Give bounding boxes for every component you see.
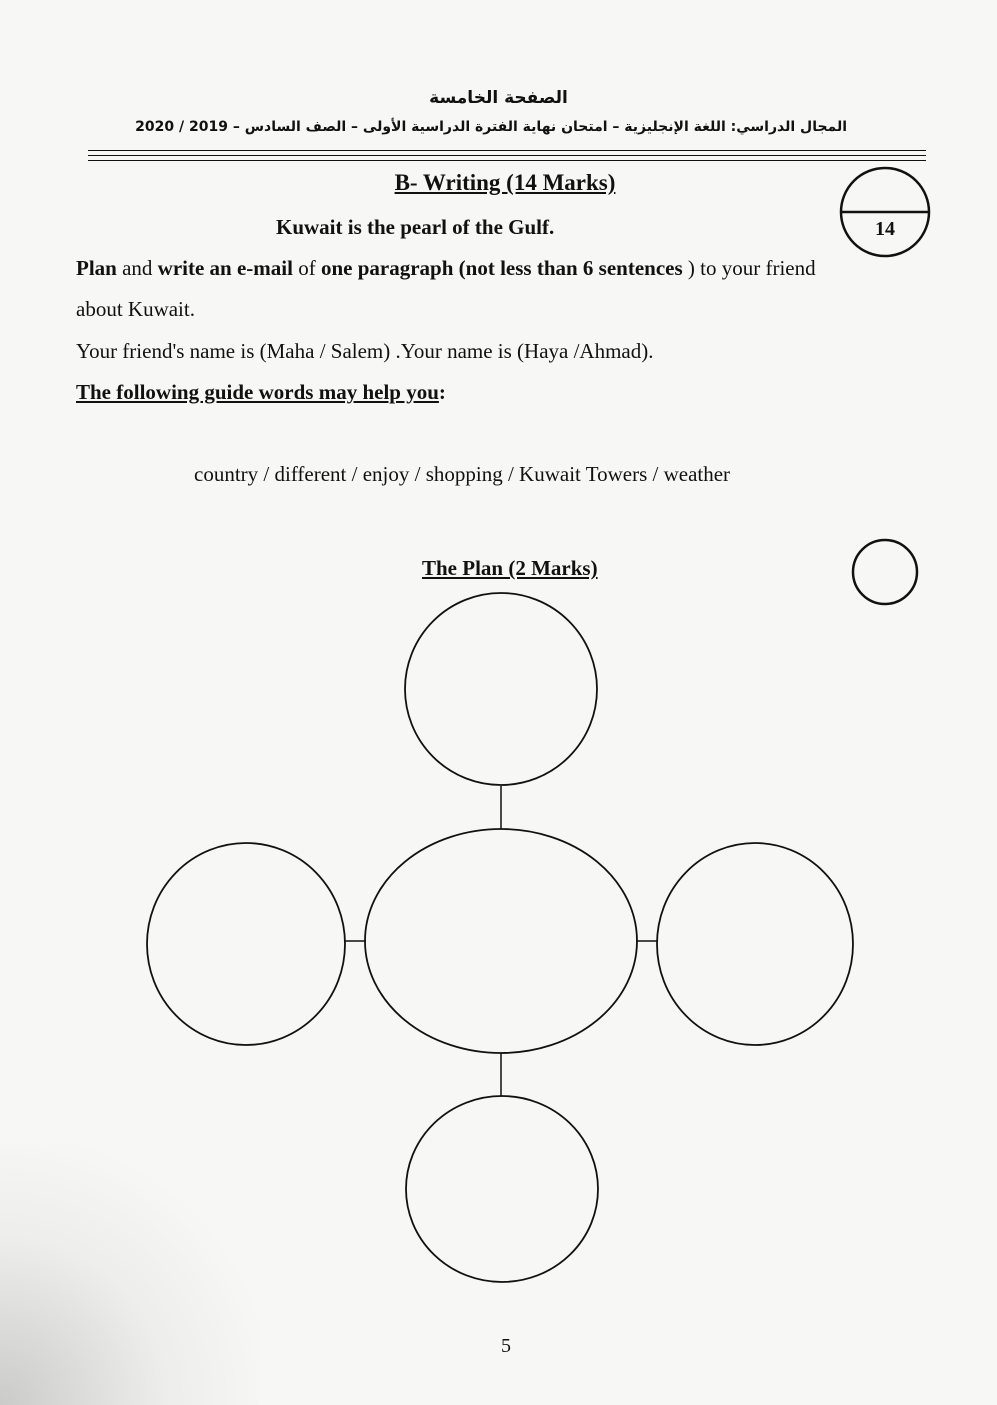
instruction-write-email: write an e-mail (157, 256, 293, 280)
guide-words: country / different / enjoy / shopping / Kuwait Towers / weather (194, 462, 731, 486)
names-line: Your friend's name is (Maha / Salem) .Your name is (Haya /Ahmad). (76, 339, 654, 363)
instruction-plan: Plan (76, 256, 117, 280)
page-number: 5 (501, 1335, 511, 1357)
instruction-of: of (292, 256, 321, 280)
plan-circle-left (147, 843, 345, 1045)
instruction-line-2: about Kuwait. (76, 297, 195, 321)
instruction-sentence-count: (not less than 6 sentences (458, 256, 683, 280)
plan-circle-top (405, 593, 597, 785)
topic-line: Kuwait is the pearl of the Gulf. (276, 215, 555, 239)
score-value: 14 (875, 218, 895, 240)
plan-circle-bottom (406, 1096, 598, 1282)
plan-circle-center (365, 829, 637, 1053)
section-heading: B- Writing (14 Marks) (394, 170, 616, 195)
subject-line: المجال الدراسي: اللغة الإنجليزية – امتحان نهاية الفترة الدراسية الأولى – الصف السادس – 2019 / 2020 (135, 119, 847, 135)
guide-heading-colon: : (438, 380, 446, 404)
instruction-and: and (116, 256, 158, 280)
instruction-rest: ) to your friend (682, 256, 816, 280)
page-title: الصفحة الخامسة (429, 88, 568, 108)
plan-mark-circle (853, 540, 917, 604)
guide-heading-text: The following guide words may help you (76, 380, 439, 404)
plan-heading: The Plan (2 Marks) (422, 556, 598, 580)
instruction-one-paragraph: one paragraph (320, 256, 454, 280)
plan-circle-right (657, 843, 853, 1045)
